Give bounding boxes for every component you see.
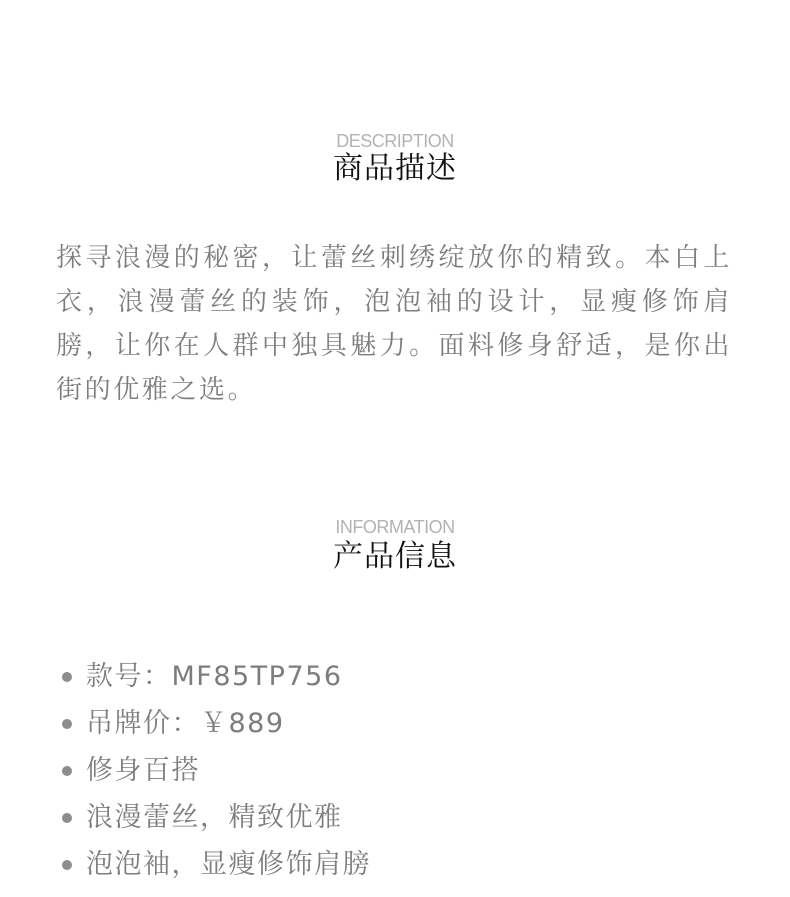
description-eyebrow: DESCRIPTION bbox=[336, 131, 454, 151]
information-header bbox=[0, 517, 790, 574]
bullet-icon bbox=[62, 860, 72, 870]
info-item-tag-price bbox=[0, 700, 790, 747]
description-header bbox=[0, 131, 790, 186]
information-title: 产品信息 bbox=[333, 539, 457, 574]
info-item-text: 浪漫蕾丝，精致优雅 bbox=[86, 802, 343, 833]
info-item-fit bbox=[0, 747, 790, 794]
bullet-icon bbox=[62, 672, 72, 682]
info-item-text: 泡泡袖，显瘦修饰肩膀 bbox=[86, 849, 371, 880]
product-description-text: 探寻浪漫的秘密，让蕾丝刺绣绽放你的精致。本白上衣，浪漫蕾丝的装饰，泡泡袖的设计，显瘦修饰肩膀，让你在人群中独具魅力。面料修身舒适，是你出街的优雅之选。 bbox=[56, 243, 732, 405]
info-item-sleeves bbox=[0, 841, 790, 888]
info-item-text: 吊牌价：￥889 bbox=[86, 708, 285, 739]
bullet-icon bbox=[62, 719, 72, 729]
product-info-list bbox=[0, 653, 790, 888]
info-item-style-number bbox=[0, 653, 790, 700]
bullet-icon bbox=[62, 766, 72, 776]
info-item-lace bbox=[0, 794, 790, 841]
description-title: 商品描述 bbox=[333, 151, 457, 186]
information-eyebrow: INFORMATION bbox=[335, 517, 455, 537]
info-item-text: 款号：MF85TP756 bbox=[86, 661, 343, 692]
bullet-icon bbox=[62, 813, 72, 823]
info-item-text: 修身百搭 bbox=[86, 755, 200, 786]
